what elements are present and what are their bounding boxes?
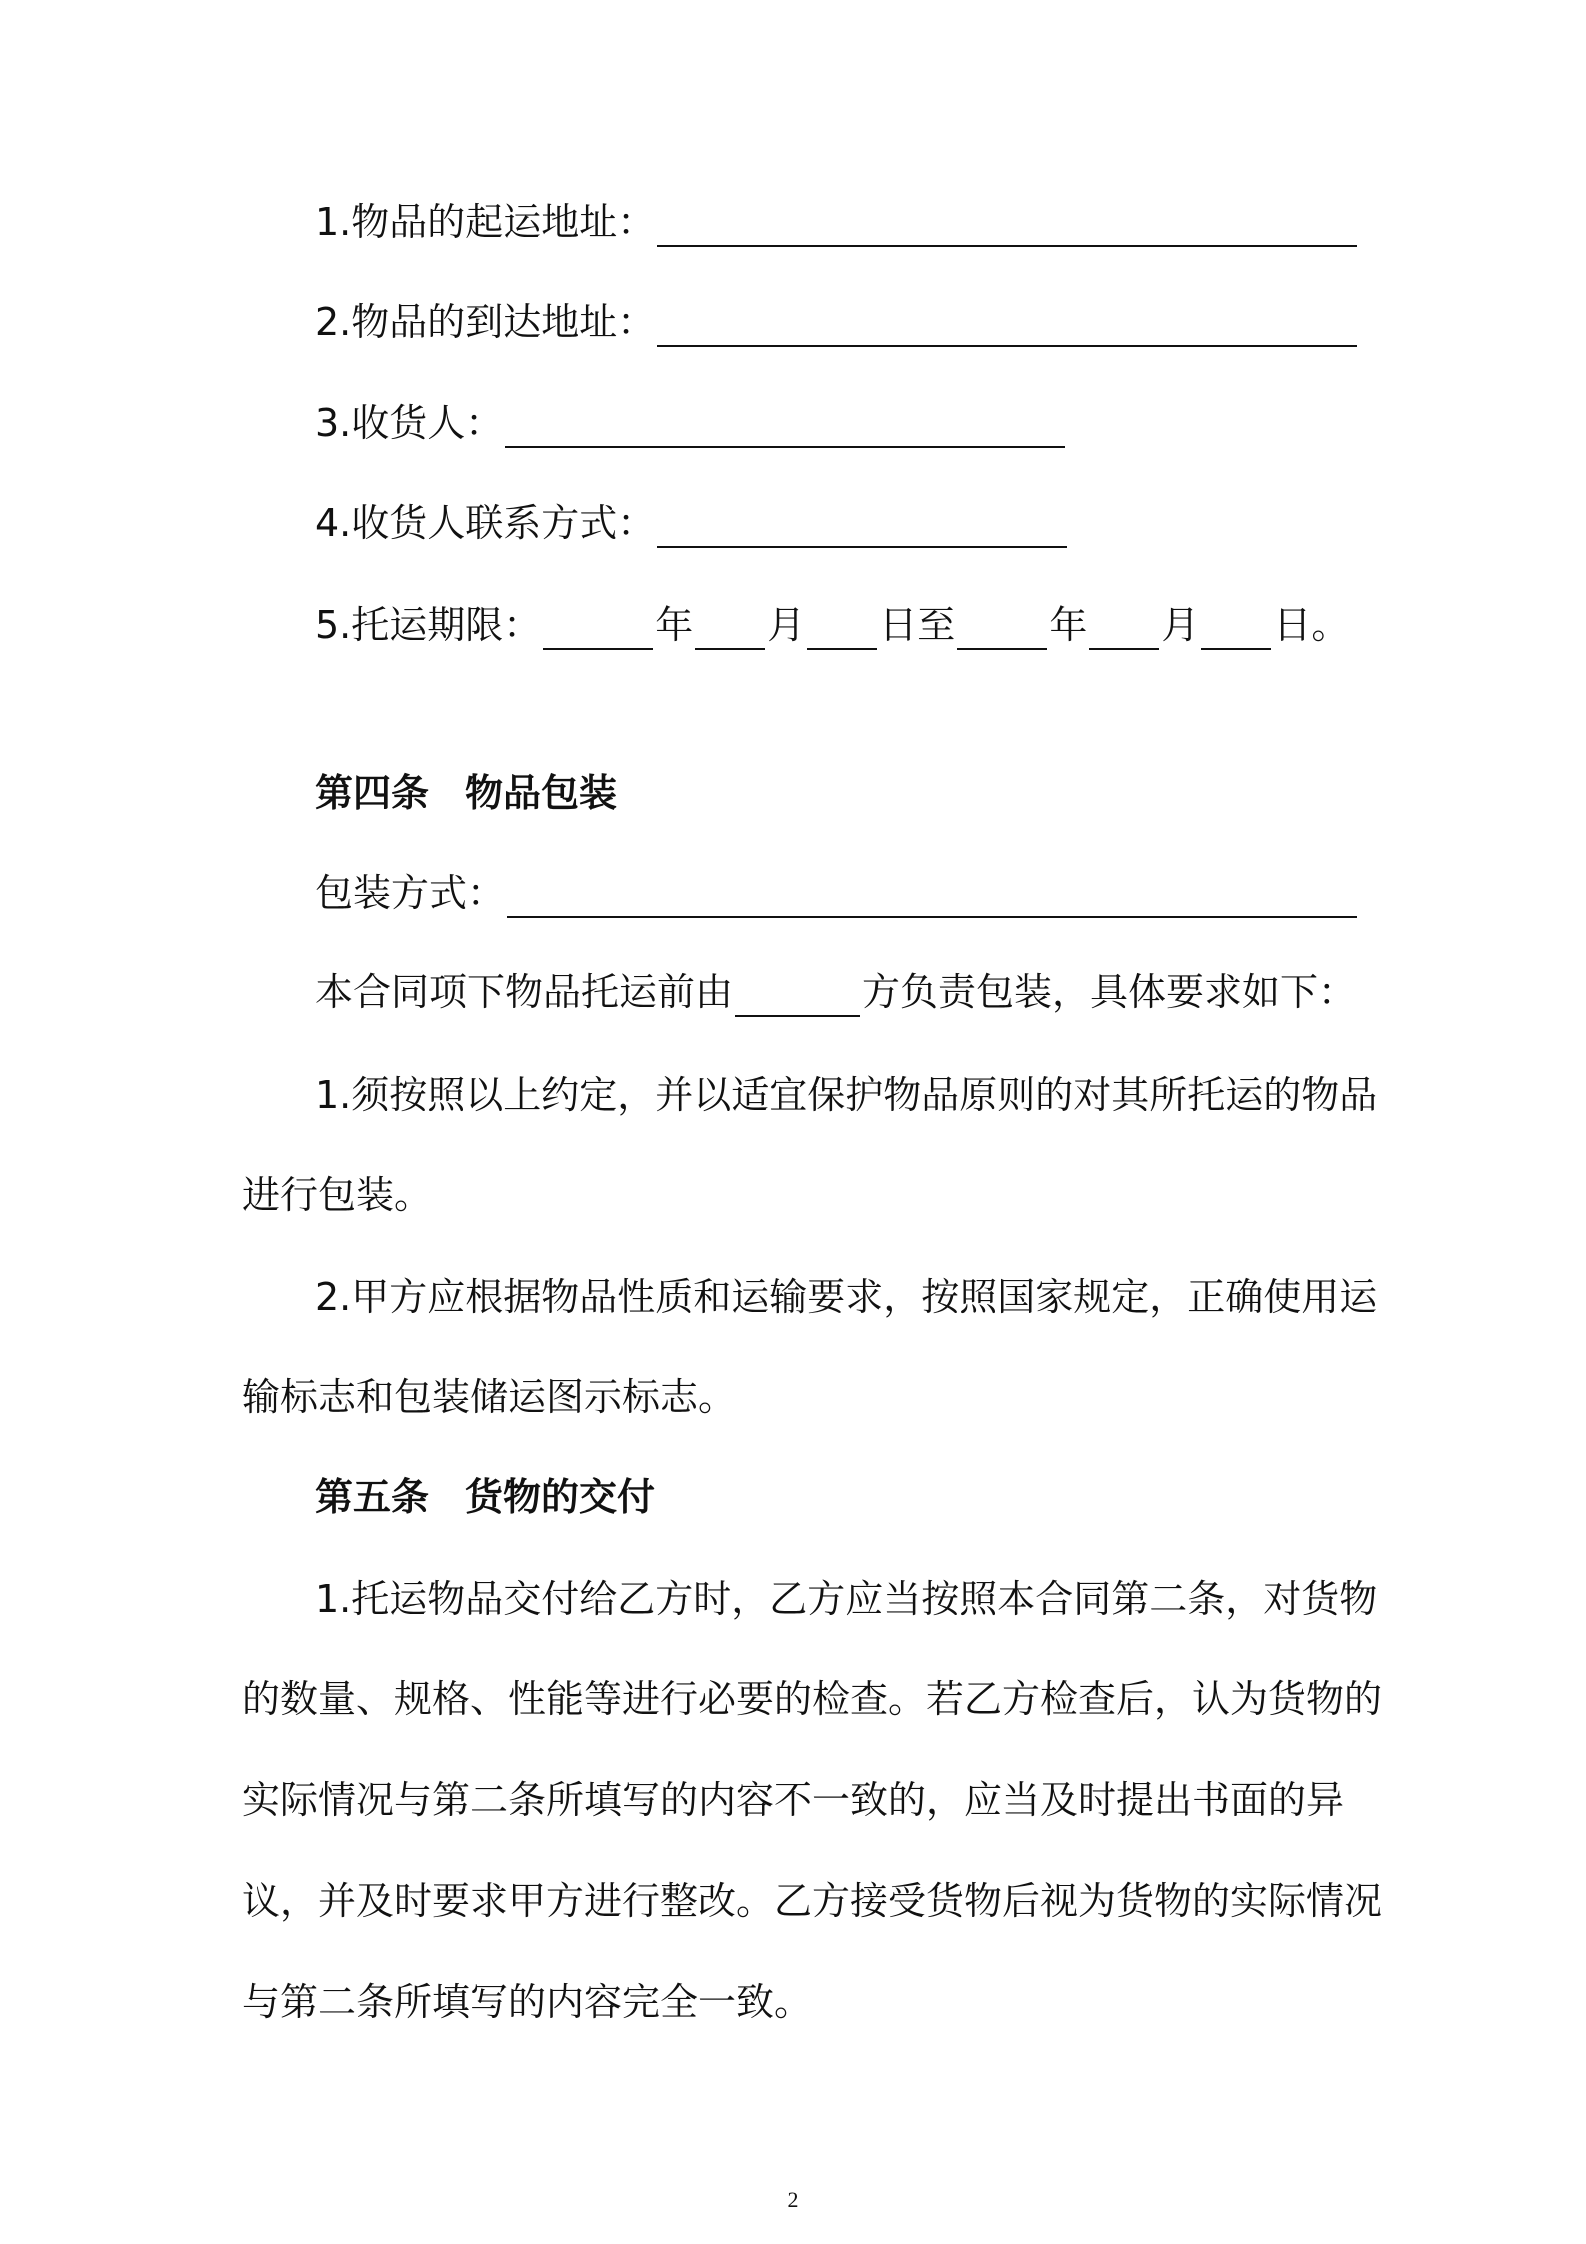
packaging-item-2-line-2: 输标志和包装储运图示标志。 (242, 1375, 737, 1419)
destination-address-label: 2.物品的到达地址： (315, 300, 656, 344)
article-5-title: 货物的交付 (465, 1475, 656, 1519)
consignee-blank[interactable] (505, 406, 1065, 448)
packaging-item-1-line-2: 进行包装。 (242, 1173, 433, 1217)
start-month-unit: 月 (767, 603, 806, 647)
packaging-method-row (315, 868, 1586, 918)
destination-address-blank[interactable] (657, 305, 1357, 347)
delivery-para-line-2: 的数量、规格、性能等进行必要的检查。若乙方检查后，认为货物的 (242, 1677, 1383, 1721)
consignee-label: 3.收货人： (315, 401, 504, 445)
consignee-contact-row (315, 498, 1586, 548)
origin-address-row (315, 197, 1586, 247)
end-month-blank[interactable] (1089, 608, 1159, 650)
packaging-party-blank[interactable] (735, 975, 860, 1017)
article-5-number: 第五条 (315, 1475, 430, 1519)
delivery-para-line-3: 实际情况与第二条所填写的内容不一致的，应当及时提出书面的异 (242, 1778, 1345, 1822)
consignee-contact-blank[interactable] (657, 506, 1067, 548)
end-month-unit: 月 (1161, 603, 1200, 647)
consignment-period-label: 5.托运期限： (315, 603, 542, 647)
start-month-blank[interactable] (695, 608, 765, 650)
consignment-period-row (315, 600, 1586, 650)
article-5-heading (315, 1472, 1586, 1522)
delivery-para-line-5: 与第二条所填写的内容完全一致。 (242, 1980, 813, 2024)
packaging-item-1-line-1: 1.须按照以上约定，并以适宜保护物品原则的对其所托运的物品 (315, 1073, 1378, 1117)
end-year-blank[interactable] (957, 608, 1047, 650)
start-year-blank[interactable] (543, 608, 653, 650)
packaging-responsibility-prefix: 本合同项下物品托运前由 (315, 970, 734, 1014)
page-number: 2 (787, 2187, 799, 2212)
packaging-method-blank[interactable] (507, 876, 1357, 918)
start-day-blank[interactable] (807, 608, 877, 650)
end-day-blank[interactable] (1201, 608, 1271, 650)
delivery-para-line-1: 1.托运物品交付给乙方时，乙方应当按照本合同第二条，对货物 (315, 1577, 1378, 1621)
delivery-para-line-4: 议，并及时要求甲方进行整改。乙方接受货物后视为货物的实际情况 (242, 1879, 1383, 1923)
start-day-unit: 日至 (879, 603, 956, 647)
consignee-row (315, 398, 1586, 448)
packaging-responsibility-suffix: 方负责包装，具体要求如下： (862, 970, 1357, 1014)
article-4-number: 第四条 (315, 771, 430, 815)
article-4-title: 物品包装 (465, 771, 618, 815)
packaging-item-2-line-1: 2.甲方应根据物品性质和运输要求，按照国家规定，正确使用运 (315, 1275, 1378, 1319)
origin-address-blank[interactable] (657, 205, 1357, 247)
consignee-contact-label: 4.收货人联系方式： (315, 501, 656, 545)
destination-address-row (315, 297, 1586, 347)
end-day-unit: 日。 (1273, 603, 1350, 647)
article-4-heading (315, 768, 1586, 818)
packaging-method-label: 包装方式： (315, 871, 506, 915)
origin-address-label: 1.物品的起运地址： (315, 200, 656, 244)
packaging-responsibility-row (315, 967, 1586, 1017)
end-year-unit: 年 (1049, 603, 1088, 647)
start-year-unit: 年 (655, 603, 694, 647)
